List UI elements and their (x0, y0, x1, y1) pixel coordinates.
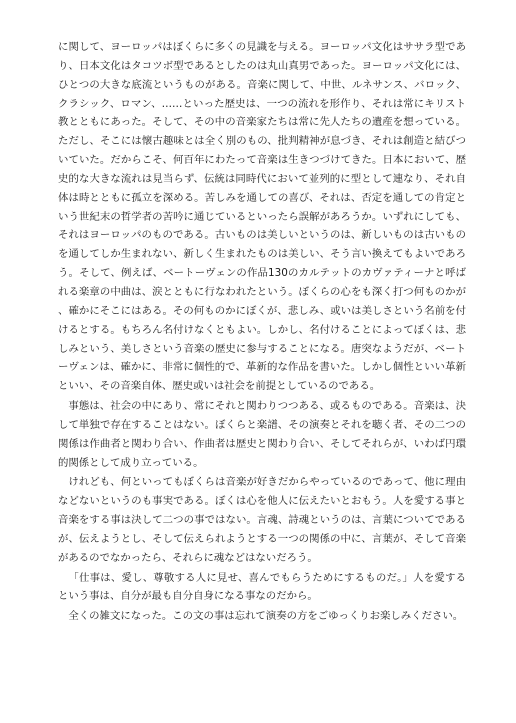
closing-line: 全くの雑文になった。この文の事は忘れて演奏の方をごゆっくりお楽しみください。 (68, 610, 464, 623)
essay-paragraph: 「仕事は、愛し、尊敬する人に見せ、喜んでもらうためにするものだ。」人を愛するという事は、自分が最も自分自身になる事なのだから。 (58, 571, 466, 603)
essay-paragraph: けれども、何といってもぼくらは音楽が好きだからやっているのであって、他に理由などないというのも事実である。ぼくは心を他人に伝えたいとおもう。人を愛する事と音楽をする事は決して二つの事ではない。言魂、詩魂というのは、言葉についてであるが、伝えようとし、そして伝えられようとする一つの関係の中に、言葉が、そして音楽があるのでなかったら、それらに魂などはないだろう。 (58, 476, 466, 564)
essay-paragraph: 事態は、社会の中にあり、常にそれと関わりつつある、或るものである。音楽は、決して単独で存在することはない。ぼくらと楽譜、その演奏とそれを聴く者、その二つの関係は作曲者と関わり合い、作曲者は歴史と関わり合い、そしてそれらが、いわば円環的関係として成り立っている。 (58, 400, 466, 469)
essay-paragraph: に関して、ヨーロッパはぼくらに多くの見識を与える。ヨーロッパ文化はササラ型であり、日本文化はタコツボ型であるとしたのは丸山真男であった。ヨーロッパ文化には、ひとつの大きな底流というものがある。音楽に関して、中世、ルネサンス、バロック、クラシック、ロマン、……といった歴史は、一つの流れを形作り、それは常にキリスト教とともにあった。そして、その中の音楽家たちは常に先人たちの遺産を想っている。ただし、そこには懐古趣味とは全く別のもの、批判精神が息づき、それは創造と結びついていた。だからこそ、何百年にわたって音楽は生きつづけてきた。日本において、歴史的な大きな流れは見当らず、伝統は同時代において並列的に型として連なり、それ自体は時とともに孤立を深める。苦しみを通しての喜び、それは、否定を通しての肯定という世紀末の哲学者の苦吟に通じているといったら誤解があろうか。いずれにしても、それはヨーロッパのものである。古いものは美しいというのは、新しいものは古いものを通してしか生まれない、新しく生まれたものは美しい、そう言い換えてもよいであろう。そして、例えば、ベートーヴェンの作品130のカルテットのカヴァティーナと呼ばれる楽章の中曲は、涙とともに行なわれたという。ぼくらの心をも深く打つ何ものかが、確かにそこにはある。その何ものかにぼくが、悲しみ、或いは美しさという名前を付けるとする。もちろん名付けなくともよい。しかし、名付けることによってぼくは、悲しみという、美しさという音楽の歴史に参与することになる。唐突なようだが、ベートーヴェンは、確かに、非常に個性的で、革新的な作品を書いた。しかし個性といい革新といい、その音楽自体、歴史或いは社会を前提としているのである。 (58, 41, 466, 393)
essay-body (58, 38, 466, 626)
